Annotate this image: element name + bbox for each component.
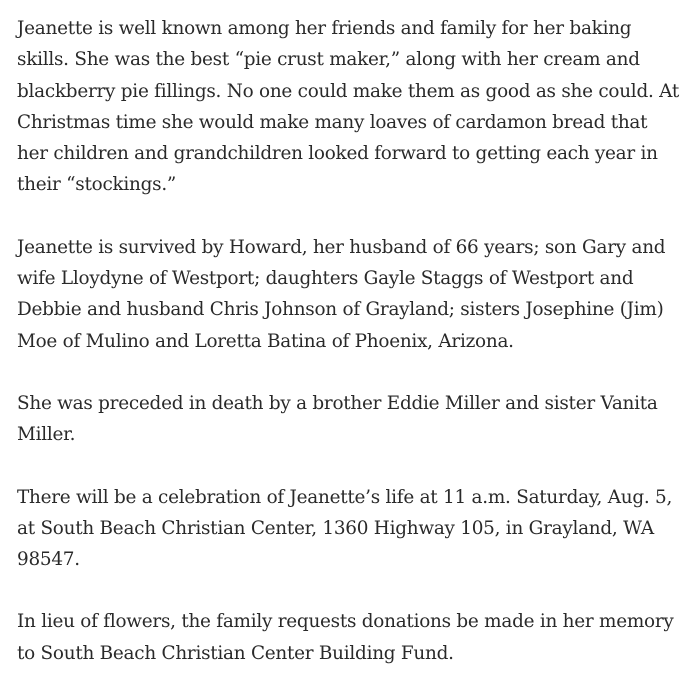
text-line: Christmas time she would make many loaves of cardamon bread that — [17, 111, 648, 133]
text-line: wife Lloydyne of Westport; daughters Gayle Staggs of Westport and — [17, 268, 634, 290]
text-line: She was preceded in death by a brother Eddie Miller and sister Vanita — [17, 392, 658, 414]
paragraph-celebration — [17, 482, 673, 576]
text-line: In lieu of flowers, the family requests donations be made in her memory — [17, 611, 674, 633]
text-line: Moe of Mulino and Loretta Batina of Phoenix, Arizona. — [17, 330, 514, 352]
text-line: skills. She was the best “pie crust maker,” along with her cream and — [17, 49, 640, 71]
paragraph-preceded — [17, 388, 664, 451]
paragraph-survivors — [17, 232, 664, 357]
paragraph-baking — [17, 13, 680, 201]
text-line: their “stockings.” — [17, 174, 177, 196]
text-line: Debbie and husband Chris Johnson of Grayland; sisters Josephine (Jim) — [17, 299, 664, 321]
text-line: to South Beach Christian Center Building Fund. — [17, 642, 454, 664]
text-line: at South Beach Christian Center, 1360 Highway 105, in Grayland, WA — [17, 517, 654, 539]
text-line: Miller. — [17, 424, 76, 446]
text-line: blackberry pie fillings. No one could make them as good as she could. At — [17, 80, 680, 102]
text-line: There will be a celebration of Jeanette’s life at 11 a.m. Saturday, Aug. 5, — [17, 486, 673, 508]
text-line: 98547. — [17, 549, 80, 571]
paragraph-donations — [17, 606, 674, 669]
text-line: her children and grandchildren looked forward to getting each year in — [17, 143, 658, 165]
text-line: Jeanette is survived by Howard, her husband of 66 years; son Gary and — [17, 236, 666, 258]
text-line: Jeanette is well known among her friends and family for her baking — [17, 18, 632, 39]
